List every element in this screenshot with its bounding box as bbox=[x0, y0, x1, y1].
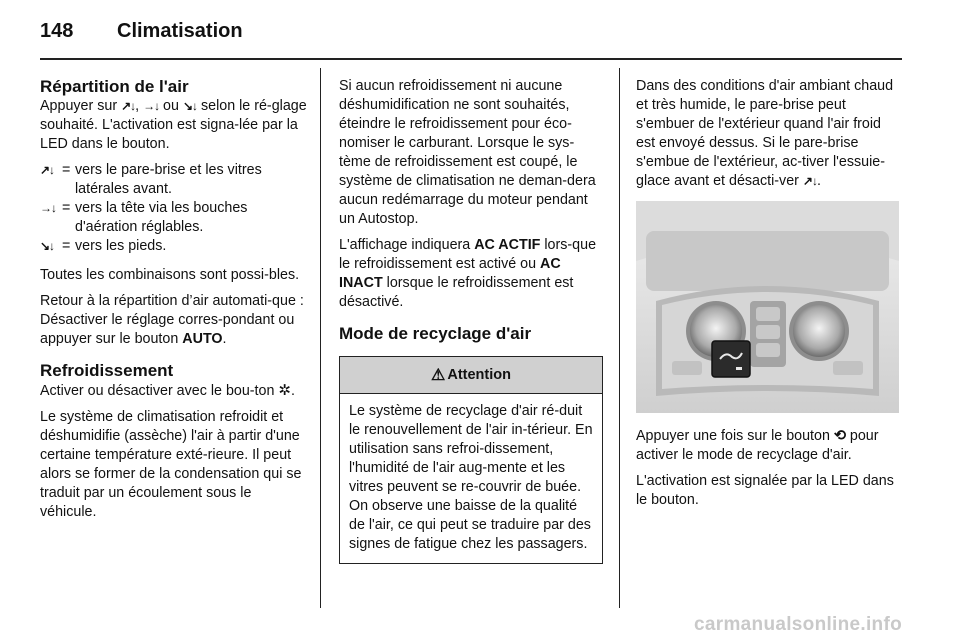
feet-airflow-icon: ↘↓ bbox=[182, 99, 197, 113]
page-number: 148 bbox=[40, 20, 74, 42]
paragraph-display bbox=[339, 236, 603, 312]
text: Activer ou désactiver avec le bou-ton bbox=[40, 383, 279, 399]
text: selon le ré-glage souhaité. L'activation est signa-lée par la LED dans le bouton. bbox=[40, 98, 307, 152]
attention-title: Attention bbox=[447, 366, 511, 383]
paragraph-return-auto bbox=[40, 292, 308, 349]
head-airflow-icon: →↓ bbox=[143, 99, 160, 113]
attention-box bbox=[339, 356, 603, 564]
climate-control-panel-photo bbox=[636, 201, 899, 413]
attention-box-text: Le système de recyclage d'air ré-duit le renouvellement de l'air in-térieur. En utilisation sans refroi-dissement, l'humidité de l'air aug-mente et les vitres peuvent se re-couvrir de buée. On observe une baisse de la qualité de l'air, ce qui peut se traduire par des signes de fatigue chez les passagers. bbox=[349, 403, 593, 552]
climate-panel-illustration bbox=[636, 201, 899, 413]
paragraph-fogging bbox=[636, 77, 901, 191]
equals-sign: = bbox=[62, 200, 71, 216]
text: Appuyer une fois sur le bouton bbox=[636, 428, 834, 444]
paragraph-recirc-button bbox=[636, 427, 901, 465]
text: Appuyer sur bbox=[40, 98, 122, 114]
paragraph-condensation: Le système de climatisation refroidit et déshumidifie (assèche) l'air à partir d'une certaine température exté-rieure. Il peut alors se former de la condensation qui se traduit par un écoulement sous le véhicule. bbox=[40, 409, 302, 520]
paragraph-led: L'activation est signalée par la LED dans le bouton. bbox=[636, 473, 894, 508]
text: Dans des conditions d'air ambiant chaud et très humide, le pare-brise peut s'embuer de l'extérieur quand l'air froid est envoyé dessus. Si le pare-brise s'embue de l'extérieur, ac-tiver l'essuie-glace avant et désacti-ver bbox=[636, 78, 894, 189]
paragraph-air-distribution-intro bbox=[40, 97, 308, 154]
text: Retour à la répartition d’air automati-que : Désactiver le réglage corres-pondant ou appuyer sur le bouton bbox=[40, 293, 304, 347]
display-ac-on: AC ACTIF bbox=[474, 237, 541, 253]
ac-snowflake-icon: ✲ bbox=[278, 382, 291, 399]
column-divider-2 bbox=[619, 68, 620, 608]
windshield-airflow-icon: ↗↓ bbox=[121, 99, 136, 113]
text: pour activer le mode de recyclage d'air. bbox=[636, 428, 879, 463]
header-rule bbox=[40, 58, 902, 60]
equals-sign: = bbox=[62, 238, 71, 254]
definition-list bbox=[40, 161, 308, 256]
auto-button-label: AUTO bbox=[182, 331, 223, 347]
display-ac-off: AC INACT bbox=[339, 256, 561, 291]
definition-row bbox=[40, 161, 308, 199]
definition-text: vers le pare-brise et les vitres latérales avant. bbox=[75, 162, 262, 197]
windshield-airflow-icon: ↗↓ bbox=[40, 163, 55, 177]
definition-row bbox=[40, 199, 308, 237]
text: , bbox=[135, 98, 144, 114]
paragraph-cooling-toggle bbox=[40, 381, 308, 401]
column-divider-1 bbox=[320, 68, 321, 608]
definition-text: vers les pieds. bbox=[75, 238, 167, 254]
text: lors-que le refroidissement est activé ou bbox=[339, 237, 597, 272]
paragraph-cooling-off: Si aucun refroidissement ni aucune déshumidification ne sont souhaités, éteindre le refroidissement pour éco-nomiser le carburant. Lorsque le sys-tème de refroidissement est coupé, le système de climatisation ne deman-dera aucun redémarrage du moteur pendant un Autostop. bbox=[339, 78, 596, 227]
head-airflow-icon: →↓ bbox=[40, 201, 56, 215]
air-recirculation-icon: ⟲ bbox=[833, 428, 846, 444]
text: . bbox=[222, 331, 227, 347]
warning-triangle-icon: ⚠ bbox=[431, 366, 446, 384]
equals-sign: = bbox=[62, 162, 71, 178]
definition-text: vers la tête via les bouches d'aération réglables. bbox=[75, 200, 248, 235]
feet-airflow-icon: ↘↓ bbox=[40, 239, 55, 253]
text: lorsque le refroidissement est désactivé. bbox=[339, 275, 574, 310]
section-heading-recirculation: Mode de recyclage d'air bbox=[339, 324, 532, 343]
section-heading-air-distribution: Répartition de l'air bbox=[40, 77, 189, 96]
column-2 bbox=[339, 77, 603, 564]
section-heading-cooling: Refroidissement bbox=[40, 361, 174, 380]
watermark: carmanualsonline.info bbox=[694, 614, 902, 635]
paragraph-combinations: Toutes les combinaisons sont possi-bles. bbox=[40, 267, 300, 283]
windshield-airflow-icon: ↗↓ bbox=[802, 174, 817, 188]
column-1 bbox=[40, 77, 308, 529]
column-3 bbox=[636, 77, 901, 517]
chapter-title: Climatisation bbox=[117, 20, 243, 42]
text: . bbox=[290, 383, 295, 399]
attention-box-header bbox=[340, 357, 602, 394]
definition-row bbox=[40, 237, 308, 256]
text: ou bbox=[159, 98, 183, 114]
text: . bbox=[816, 173, 821, 189]
text: L'affichage indiquera bbox=[339, 237, 475, 253]
